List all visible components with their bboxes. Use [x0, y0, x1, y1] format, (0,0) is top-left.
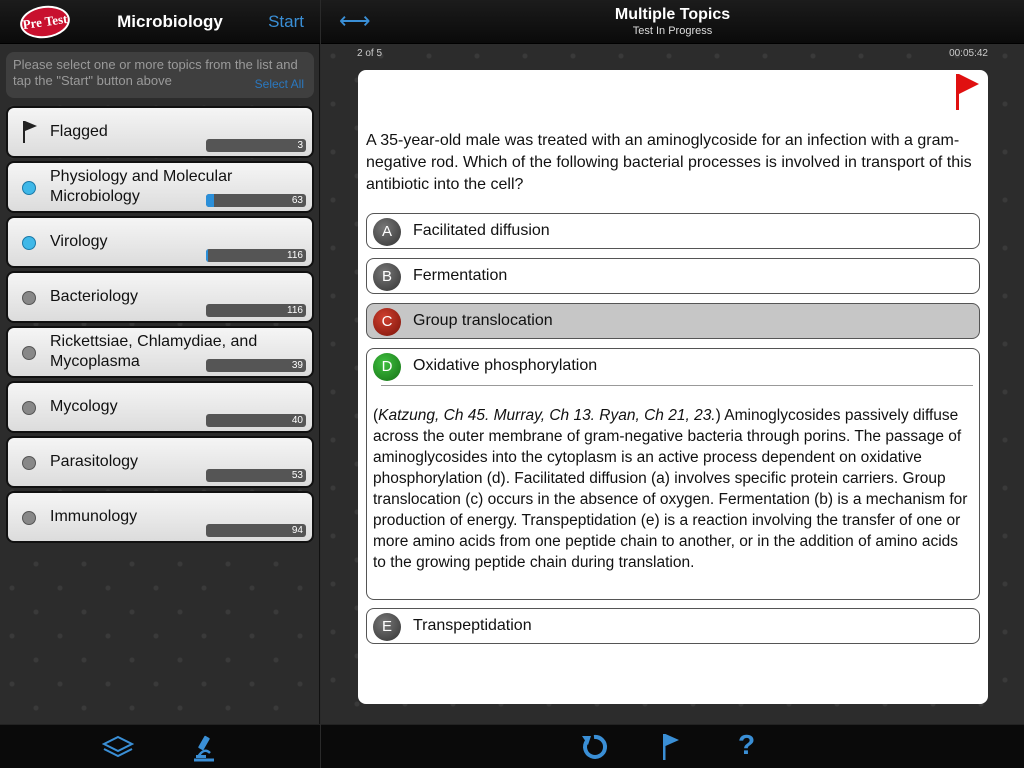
explanation-citation: Katzung, Ch 45. Murray, Ch 13. Ryan, Ch 21, 23.	[378, 407, 716, 424]
test-status: Test In Progress	[632, 25, 713, 37]
topic-virology[interactable]	[6, 216, 314, 268]
answer-letter-wrong: C	[373, 308, 401, 336]
topic-progress-bar	[206, 249, 306, 262]
answer-text: Group translocation	[413, 312, 553, 329]
topic-count: 94	[291, 525, 303, 536]
answer-d[interactable]	[366, 348, 980, 600]
red-flag-icon[interactable]	[954, 72, 980, 112]
unselected-dot-icon	[22, 401, 36, 415]
question-text: A 35-year-old male was treated with an aminoglycoside for an infection with a gram-negative rod. Which of the following bacterial processes is involved in transport of this antibiotic into the cell?	[366, 132, 972, 193]
answer-letter: B	[373, 263, 401, 291]
topic-name: Mycology	[50, 398, 118, 415]
unselected-dot-icon	[22, 456, 36, 470]
topic-name: Flagged	[50, 123, 108, 140]
topic-progress-bar	[206, 359, 306, 372]
answer-text: Transpeptidation	[413, 617, 532, 634]
answer-text: Facilitated diffusion	[413, 222, 550, 239]
answer-a[interactable]	[366, 213, 980, 249]
topic-progress-bar	[206, 194, 306, 207]
right-toolbar	[321, 724, 1024, 768]
subject-title: Microbiology	[117, 12, 223, 31]
topic-count: 39	[291, 360, 303, 371]
topic-count: 116	[287, 305, 303, 316]
instruction-box	[6, 52, 314, 98]
topic-rickettsiae[interactable]	[6, 326, 314, 378]
topic-mycology[interactable]	[6, 381, 314, 433]
topic-panel	[0, 0, 320, 768]
instruction-text: Please select one or more topics from the list and tap the "Start" button above	[13, 57, 298, 88]
topic-count: 63	[291, 195, 303, 206]
divider	[381, 385, 973, 386]
topic-progress-bar	[206, 304, 306, 317]
microscope-icon[interactable]	[188, 733, 218, 763]
topic-name: Bacteriology	[50, 288, 139, 305]
answer-b[interactable]	[366, 258, 980, 294]
explanation-text: (Katzung, Ch 45. Murray, Ch 13. Ryan, Ch 21, 23.) Aminoglycosides passively diffuse across the outer membrane of gram-negative bacteria through porins. The passage of aminoglycosides into the cytoplasm is an active process dependent on oxidative phosphorylation (d). Facilitated diffusion (a) involves specific protein carriers. Group translocation (c) occurs in the absence of oxygen. Fermentation (b) is a mechanism for production of energy. Transpeptidation (e) is a reaction involving the transfer of one or more amino acids from one peptide chain to another, or in the addition of amino acids to the growing peptide chain during translation.	[373, 407, 968, 571]
topic-physiology[interactable]	[6, 161, 314, 213]
left-toolbar	[0, 724, 320, 768]
start-button[interactable]: Start	[268, 12, 304, 31]
topic-immunology[interactable]	[6, 491, 314, 543]
question-progress: 2 of 5	[357, 48, 383, 59]
topic-bacteriology[interactable]	[6, 271, 314, 323]
topic-name: Parasitology	[50, 453, 139, 470]
test-title: Multiple Topics	[614, 6, 731, 23]
right-header	[321, 0, 1024, 44]
topic-name: Rickettsiae, Chlamydiae, and Mycoplasma	[50, 333, 258, 370]
selected-dot-icon	[22, 181, 36, 195]
answer-text: Fermentation	[413, 267, 508, 284]
topic-progress-bar	[206, 414, 306, 427]
unselected-dot-icon	[22, 346, 36, 360]
question-card	[358, 70, 988, 704]
topic-progress-bar	[206, 524, 306, 537]
topic-count: 40	[291, 415, 303, 426]
topic-name: Immunology	[50, 508, 138, 525]
left-header	[0, 0, 320, 44]
expand-arrows-icon[interactable]: ⟷	[339, 8, 371, 33]
topic-parasitology[interactable]	[6, 436, 314, 488]
answer-letter-correct: D	[373, 353, 401, 381]
flag-icon	[22, 120, 38, 144]
help-icon[interactable]: ?	[738, 729, 756, 760]
unselected-dot-icon	[22, 511, 36, 525]
topic-name: Virology	[50, 233, 108, 250]
answer-letter: A	[373, 218, 401, 246]
answer-letter: E	[373, 613, 401, 641]
topic-name: Physiology and Molecular Microbiology	[50, 168, 233, 205]
topic-count: 3	[297, 140, 303, 151]
answer-e[interactable]	[366, 608, 980, 644]
timer: 00:05:42	[949, 48, 988, 59]
topic-progress-bar	[206, 139, 306, 152]
answer-c[interactable]	[366, 303, 980, 339]
answer-text: Oxidative phosphorylation	[413, 357, 598, 374]
pretest-logo: Pre Test	[18, 3, 72, 42]
flag-icon[interactable]	[661, 732, 681, 762]
select-all-button[interactable]: Select All	[254, 77, 304, 91]
selected-dot-icon	[22, 236, 36, 250]
reset-icon[interactable]	[579, 732, 609, 762]
explanation-body: Aminoglycosides passively diffuse across the outer membrane of gram-negative bacteria through porins. The passage of aminoglycosides into the cytoplasm is an active process dependent on oxidative phosphorylation (d). Facilitated diffusion (a) involves specific protein carriers. Group translocation (c) occurs in the absence of oxygen. Fermentation (b) is a mechanism for production of energy. Transpeptidation (e) is a reaction involving the transfer of one or more amino acids from one peptide chain to another, or in the addition of amino acids to the growing peptide chain during translation.	[373, 407, 968, 571]
unselected-dot-icon	[22, 291, 36, 305]
topic-count: 53	[291, 470, 303, 481]
topic-count: 116	[287, 250, 303, 261]
layers-icon[interactable]	[102, 733, 134, 761]
topic-progress-bar	[206, 469, 306, 482]
topic-flagged[interactable]	[6, 106, 314, 158]
